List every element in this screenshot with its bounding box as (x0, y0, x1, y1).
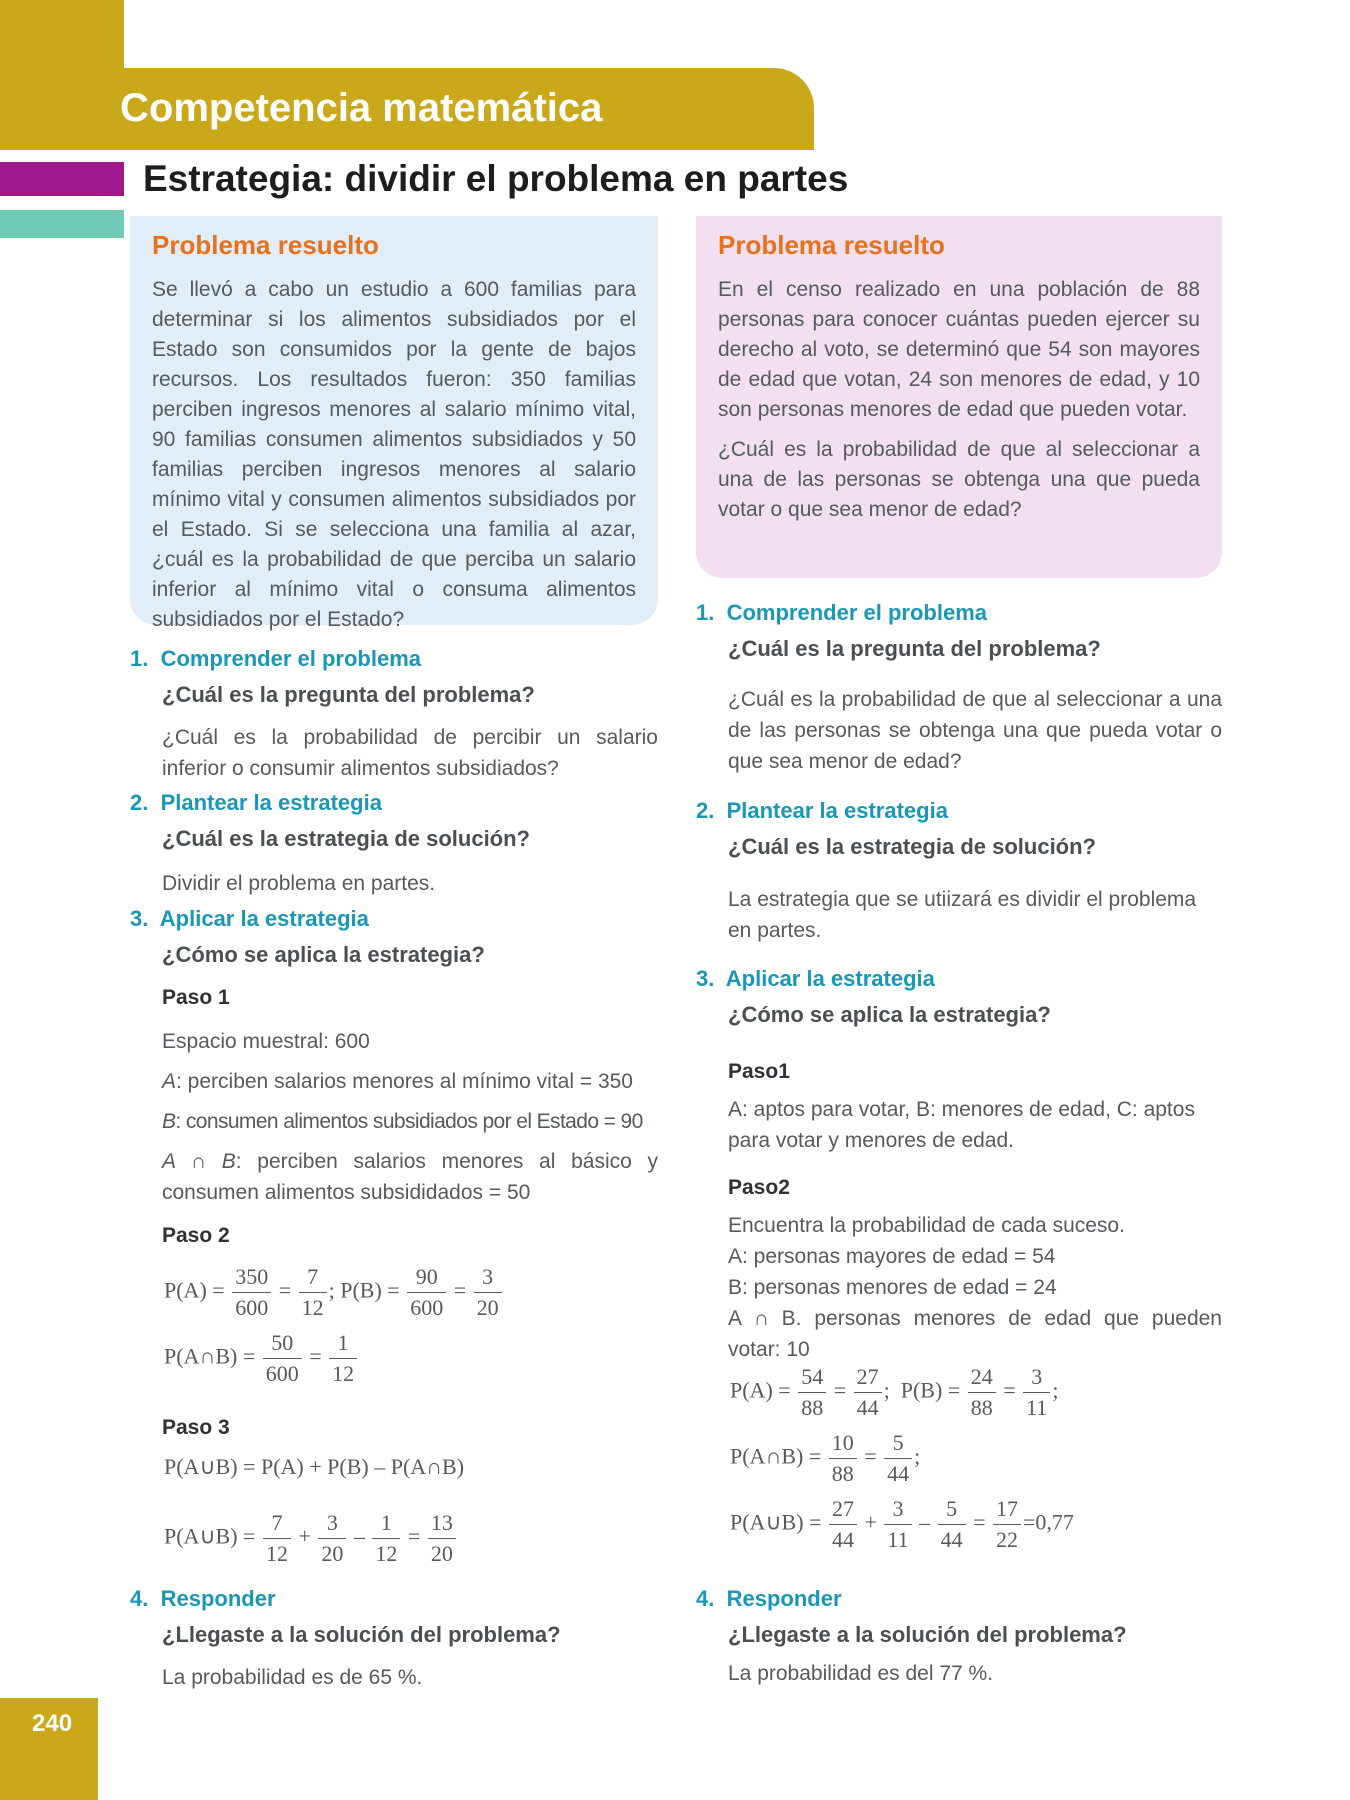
math-text: = (973, 1509, 986, 1535)
denominator: 44 (831, 1527, 854, 1552)
numerator: 27 (829, 1494, 857, 1525)
right-step2-question: ¿Cuál es la estrategia de solución? (728, 834, 1096, 859)
paso2-line: A ∩ B. personas menores de edad que pueden votar: 10 (728, 1307, 1222, 1361)
denominator: 22 (996, 1527, 1018, 1552)
math-text: =0,77 (1023, 1509, 1074, 1535)
fraction (407, 1262, 446, 1323)
left-event-ab (162, 1146, 658, 1208)
denominator: 12 (375, 1541, 398, 1566)
denominator: 12 (301, 1295, 324, 1320)
event-label: A ∩ B (162, 1150, 236, 1173)
math-text: = (833, 1377, 847, 1403)
accent-bar-magenta (0, 162, 124, 196)
denominator: 44 (940, 1527, 963, 1552)
step-title: Aplicar la estrategia (159, 906, 369, 931)
fraction (1023, 1362, 1050, 1423)
right-step3-heading (696, 966, 935, 992)
math-text: = (309, 1343, 322, 1369)
paso2-line: Encuentra la probabilidad de cada suceso. (728, 1214, 1125, 1237)
left-sample-space: Espacio muestral: 600 (162, 1030, 370, 1053)
left-step2-answer: Dividir el problema en partes. (162, 872, 436, 895)
event-text: : consumen alimentos subsidiados por el Estado = 90 (175, 1110, 643, 1133)
numerator: 5 (884, 1428, 912, 1459)
numerator: 3 (474, 1262, 502, 1293)
right-step3-question: ¿Cómo se aplica la estrategia? (728, 1002, 1051, 1027)
fraction (372, 1508, 400, 1569)
step-title: Responder (160, 1586, 276, 1611)
math-text: ; (914, 1443, 921, 1469)
fraction (884, 1428, 912, 1489)
numerator: 5 (938, 1494, 966, 1525)
page-number: 240 (32, 1710, 73, 1737)
numerator: 27 (854, 1362, 882, 1393)
event-text: : perciben salarios menores al mínimo vital = 350 (176, 1070, 633, 1093)
right-formula-union (730, 1494, 1074, 1555)
fraction (798, 1362, 826, 1423)
right-step1-heading (696, 600, 987, 626)
right-problem-statement-1: En el censo realizado en una población de 88 personas para conocer cuántas pueden ejercer su derecho al voto, se determinó que 54 son mayores de edad que votan, 24 son menores de edad, y 10 son personas menores de edad que pueden votar. (718, 278, 1200, 421)
math-text: ; (1052, 1377, 1059, 1403)
right-problem-statement-2: ¿Cuál es la probabilidad de que al seleccionar a una de las personas se obtenga una que pueda votar o que sea menor de edad? (718, 438, 1200, 521)
event-label: A (162, 1070, 177, 1093)
numerator: 3 (318, 1508, 346, 1539)
strategy-title: Estrategia: dividir el problema en partes (143, 158, 849, 199)
denominator: 12 (332, 1361, 355, 1386)
event-text: : perciben salarios menores al básico y consumen alimentos subsididados = 50 (162, 1150, 658, 1204)
denominator: 600 (265, 1361, 299, 1386)
left-step4-heading (130, 1586, 276, 1612)
right-step4-question: ¿Llegaste a la solución del problema? (728, 1622, 1127, 1647)
left-step3-heading (130, 906, 369, 932)
paso2-line: A: personas mayores de edad = 54 (728, 1245, 1056, 1268)
numerator: 13 (428, 1508, 456, 1539)
step-number: 3. (696, 966, 715, 991)
numerator: 10 (829, 1428, 857, 1459)
denominator: 20 (476, 1295, 499, 1320)
step-title: Comprender el problema (160, 646, 421, 671)
step-title: Plantear la estrategia (160, 790, 382, 815)
fraction (938, 1494, 966, 1555)
step-number: 4. (696, 1586, 715, 1611)
left-step3-question: ¿Cómo se aplica la estrategia? (162, 942, 485, 967)
fraction (329, 1328, 357, 1389)
left-step2-question: ¿Cuál es la estrategia de solución? (162, 826, 530, 851)
denominator: 600 (235, 1295, 269, 1320)
step-number: 1. (130, 646, 149, 671)
fraction (854, 1362, 882, 1423)
denominator: 88 (970, 1395, 993, 1420)
right-paso1-label: Paso1 (728, 1060, 790, 1083)
numerator: 54 (798, 1362, 826, 1393)
math-text: = (407, 1523, 421, 1549)
numerator: 1 (329, 1328, 357, 1359)
left-step4-question: ¿Llegaste a la solución del problema? (162, 1622, 561, 1647)
fraction (993, 1494, 1021, 1555)
step-number: 3. (130, 906, 149, 931)
fraction (318, 1508, 346, 1569)
numerator: 7 (263, 1508, 291, 1539)
numerator: 90 (407, 1262, 446, 1293)
right-paso2-label: Paso2 (728, 1176, 790, 1199)
left-problem-statement: Se llevó a cabo un estudio a 600 familias para determinar si los alimentos subsidiados por el Estado son consumidos por la gente de bajos recursos. Los resultados fueron: 350 familias perciben ingresos menores al salario mínimo vital, 90 familias consumen alimentos subsidiados y 50 familias perciben ingresos menores al salario mínimo vital y consumen alimentos subsidiados por el Estado. Si se selecciona una familia al azar, ¿cuál es la probabilidad de que perciba un salario inferior al mínimo vital o consuma alimentos subsidiados por el Estado? (152, 278, 636, 631)
right-step1-answer: ¿Cuál es la probabilidad de que al seleccionar a una de las personas se obtenga una que pueda votar o que sea menor de edad? (728, 688, 1222, 773)
math-text: P(A) = (730, 1377, 791, 1403)
math-text: P(A∩B) = (164, 1343, 256, 1369)
step-number: 4. (130, 1586, 149, 1611)
right-step1-question: ¿Cuál es la pregunta del problema? (728, 636, 1101, 661)
left-union-formula: P(A∪B) = P(A) + P(B) – P(A∩B) (164, 1454, 465, 1479)
fraction (829, 1428, 857, 1489)
right-step2-answer: La estrategia que se utiizará es dividir el problema en partes. (728, 888, 1197, 942)
denominator: 11 (1026, 1395, 1048, 1420)
right-box-title: Problema resuelto (718, 230, 945, 260)
denominator: 20 (321, 1541, 344, 1566)
left-event-a (162, 1066, 633, 1097)
fraction (428, 1508, 456, 1569)
numerator: 50 (263, 1328, 302, 1359)
right-step4-answer: La probabilidad es del 77 %. (728, 1662, 994, 1685)
step-title: Comprender el problema (726, 600, 987, 625)
left-formula-pa-pb (164, 1262, 504, 1323)
math-text: + (298, 1523, 311, 1549)
denominator: 44 (887, 1461, 910, 1486)
denominator: 88 (831, 1461, 854, 1486)
left-step1-answer: ¿Cuál es la probabilidad de percibir un salario inferior o consumir alimentos subsidiados? (162, 726, 658, 780)
fraction (263, 1328, 302, 1389)
step-title: Aplicar la estrategia (725, 966, 935, 991)
denominator: 44 (856, 1395, 879, 1420)
header-left-bar (0, 0, 124, 150)
fraction (968, 1362, 996, 1423)
left-step2-heading (130, 790, 382, 816)
numerator: 24 (968, 1362, 996, 1393)
right-formula-pa-pb (730, 1362, 1058, 1423)
event-label: B (162, 1110, 176, 1133)
section-title: Competencia matemática (120, 86, 603, 130)
right-problem-box (696, 216, 1222, 578)
step-title: Plantear la estrategia (726, 798, 948, 823)
fraction (263, 1508, 291, 1569)
numerator: 7 (299, 1262, 327, 1293)
left-formula-union (164, 1508, 458, 1569)
left-paso2-label: Paso 2 (162, 1224, 230, 1247)
math-text: + (864, 1509, 877, 1535)
denominator: 11 (887, 1527, 909, 1552)
math-text: = (278, 1277, 292, 1303)
step-title: Responder (726, 1586, 842, 1611)
math-text: ; (883, 1377, 890, 1403)
denominator: 20 (430, 1541, 453, 1566)
fraction (884, 1494, 911, 1555)
denominator: 600 (410, 1295, 444, 1320)
step-number: 1. (696, 600, 715, 625)
right-step2-heading (696, 798, 948, 824)
left-formula-pab (164, 1328, 359, 1389)
left-paso1-label: Paso 1 (162, 986, 230, 1009)
math-text: P(A∩B) = (730, 1443, 822, 1469)
math-text: = (453, 1277, 467, 1303)
numerator: 350 (232, 1262, 271, 1293)
fraction (232, 1262, 271, 1323)
step-number: 2. (130, 790, 149, 815)
math-text: ; P(B) = (328, 1277, 400, 1303)
numerator: 1 (372, 1508, 400, 1539)
right-step4-heading (696, 1586, 842, 1612)
fraction (299, 1262, 327, 1323)
numerator: 3 (1023, 1362, 1050, 1393)
right-paso2-block (728, 1210, 1222, 1365)
math-text: P(B) = (900, 1377, 961, 1403)
step-number: 2. (696, 798, 715, 823)
math-text: P(A) = (164, 1277, 225, 1303)
fraction (474, 1262, 502, 1323)
left-box-title: Problema resuelto (152, 230, 379, 260)
denominator: 12 (265, 1541, 288, 1566)
math-text: P(A∪B) = (164, 1523, 256, 1549)
math-text: – (919, 1509, 931, 1535)
numerator: 3 (884, 1494, 911, 1525)
left-step4-answer: La probabilidad es de 65 %. (162, 1666, 423, 1689)
fraction (829, 1494, 857, 1555)
left-step1-question: ¿Cuál es la pregunta del problema? (162, 682, 535, 707)
right-paso1-text: A: aptos para votar, B: menores de edad, C: aptos para votar y menores de edad. (728, 1098, 1195, 1152)
math-text: = (864, 1443, 877, 1469)
left-problem-box (130, 216, 658, 631)
paso2-line: B: personas menores de edad = 24 (728, 1276, 1057, 1299)
math-text: P(A∪B) = (730, 1509, 822, 1535)
right-formula-pab (730, 1428, 920, 1489)
numerator: 17 (993, 1494, 1021, 1525)
left-event-b (162, 1106, 643, 1137)
math-text: – (353, 1523, 365, 1549)
accent-bar-teal (0, 210, 124, 238)
left-paso3-label: Paso 3 (162, 1416, 230, 1439)
left-step1-heading (130, 646, 421, 672)
denominator: 88 (801, 1395, 824, 1420)
math-text: = (1003, 1377, 1016, 1403)
